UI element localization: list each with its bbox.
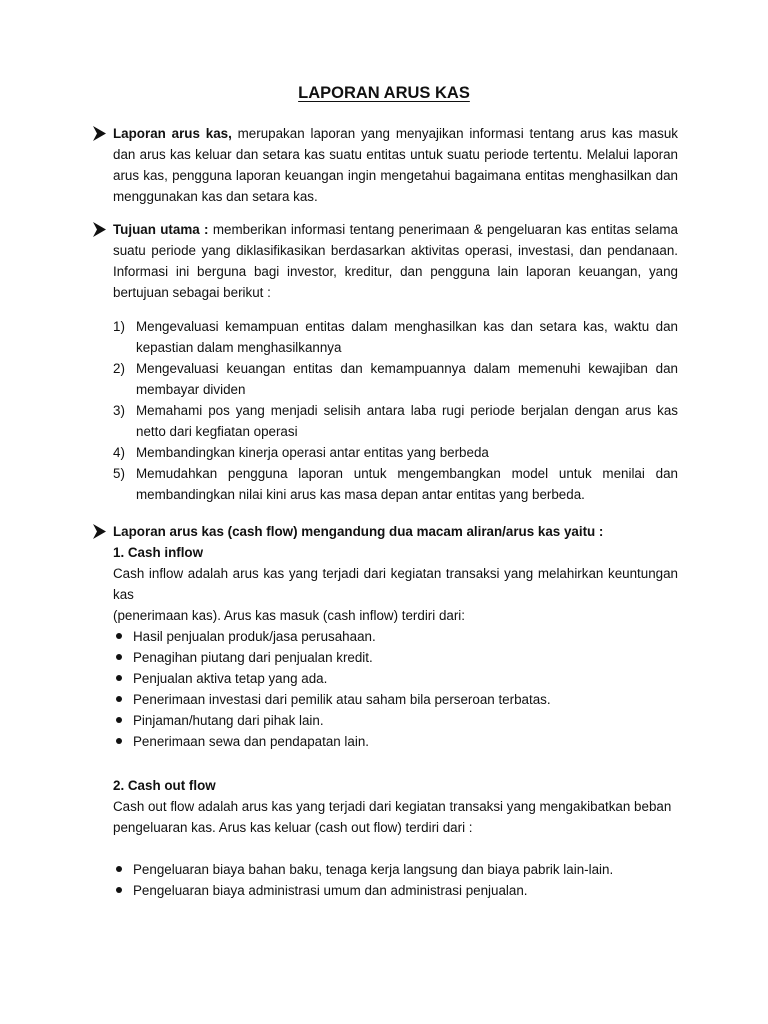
section-text: merupakan laporan yang menyajikan informasi tentang arus kas masuk dan arus kas keluar dan setara kas suatu entitas untuk suatu periode tertentu. Melalui laporan arus kas, pengguna laporan keuangan ingin mengetahui bagaimana entitas menghasilkan dan menggunakan kas dan setara kas.: [113, 126, 678, 204]
list-number: 4): [113, 445, 125, 460]
list-item: [113, 400, 678, 442]
section-cash-flow: [113, 521, 678, 542]
list-item: [113, 358, 678, 400]
bullet-dot-icon: [116, 717, 122, 723]
list-item: [113, 316, 678, 358]
bullet-dot-icon: [116, 696, 122, 702]
arrow-bullet-icon: [91, 521, 107, 542]
list-item: [113, 463, 678, 505]
list-number: 1): [113, 319, 125, 334]
arrow-bullet-icon: [91, 123, 107, 144]
page-title: LAPORAN ARUS KAS: [298, 84, 470, 102]
section-text: memberikan informasi tentang penerimaan & pengeluaran kas entitas selama suatu periode yang diklasifikasikan berdasarkan aktivitas operasi, investasi, dan pendanaan. Informasi ini berguna bagi investor, kreditur, dan pengguna lain laporan keuangan, yang bertujuan sebagai berikut :: [113, 222, 678, 300]
list-item: [113, 710, 678, 731]
section-lead: Tujuan utama :: [113, 222, 209, 237]
cash-inflow-line2: (penerimaan kas). Arus kas masuk (cash inflow) terdiri dari:: [113, 608, 466, 623]
list-item: [113, 442, 678, 463]
cash-inflow-list: [113, 626, 678, 752]
cash-inflow-heading: 1. Cash inflow: [113, 545, 204, 560]
list-text: Memudahkan pengguna laporan untuk mengembangkan model untuk menilai dan membandingkan nilai kini arus kas masa depan antar entitas yang berbeda.: [136, 466, 678, 502]
section-paragraph: [113, 219, 678, 303]
list-text: Penagihan piutang dari penjualan kredit.: [133, 650, 373, 665]
list-item: [113, 647, 678, 668]
cash-outflow-line1: Cash out flow adalah arus kas yang terjadi dari kegiatan transaksi yang mengakibatkan beban: [113, 799, 672, 814]
list-text: Mengevaluasi keuangan entitas dan kemampuannya dalam memenuhi kewajiban dan membayar dividen: [136, 361, 678, 397]
list-text: Hasil penjualan produk/jasa perusahaan.: [133, 629, 376, 644]
bullet-dot-icon: [116, 738, 122, 744]
list-item: [113, 880, 678, 901]
cash-outflow-block: [113, 775, 678, 838]
cash-inflow-line1: Cash inflow adalah arus kas yang terjadi dari kegiatan transaksi yang melahirkan keuntungan kas: [113, 566, 678, 602]
cash-inflow-block: [113, 542, 678, 626]
section-lead: Laporan arus kas,: [113, 126, 232, 141]
list-item: [113, 668, 678, 689]
bullet-dot-icon: [116, 887, 122, 893]
list-number: 5): [113, 466, 125, 481]
section-lead: Laporan arus kas (cash flow) mengandung dua macam aliran/arus kas yaitu :: [113, 524, 604, 539]
bullet-dot-icon: [116, 675, 122, 681]
list-number: 3): [113, 403, 125, 418]
list-text: Pengeluaran biaya administrasi umum dan administrasi penjualan.: [133, 883, 528, 898]
objectives-list: [113, 316, 678, 505]
list-text: Pinjaman/hutang dari pihak lain.: [133, 713, 324, 728]
list-text: Penjualan aktiva tetap yang ada.: [133, 671, 328, 686]
bullet-dot-icon: [116, 633, 122, 639]
section-laporan-arus-kas: [113, 123, 678, 207]
list-text: Memahami pos yang menjadi selisih antara laba rugi periode berjalan dengan arus kas netto dari kegfiatan operasi: [136, 403, 678, 439]
cash-outflow-list: [113, 859, 678, 901]
list-text: Pengeluaran biaya bahan baku, tenaga kerja langsung dan biaya pabrik lain-lain.: [133, 862, 614, 877]
bullet-dot-icon: [116, 866, 122, 872]
arrow-bullet-icon: [91, 219, 107, 240]
list-text: Mengevaluasi kemampuan entitas dalam menghasilkan kas dan setara kas, waktu dan kepastian dalam menghasilkannya: [136, 319, 678, 355]
list-item: [113, 859, 678, 880]
list-item: [113, 689, 678, 710]
list-text: Penerimaan investasi dari pemilik atau saham bila perseroan terbatas.: [133, 692, 551, 707]
list-item: [113, 731, 678, 752]
bullet-dot-icon: [116, 654, 122, 660]
list-text: Penerimaan sewa dan pendapatan lain.: [133, 734, 369, 749]
section-tujuan-utama: [113, 219, 678, 303]
list-item: [113, 626, 678, 647]
section-paragraph: [113, 123, 678, 207]
list-text: Membandingkan kinerja operasi antar entitas yang berbeda: [136, 445, 489, 460]
list-number: 2): [113, 361, 125, 376]
cash-outflow-line2: pengeluaran kas. Arus kas keluar (cash out flow) terdiri dari :: [113, 820, 473, 835]
cash-outflow-heading: 2. Cash out flow: [113, 778, 216, 793]
